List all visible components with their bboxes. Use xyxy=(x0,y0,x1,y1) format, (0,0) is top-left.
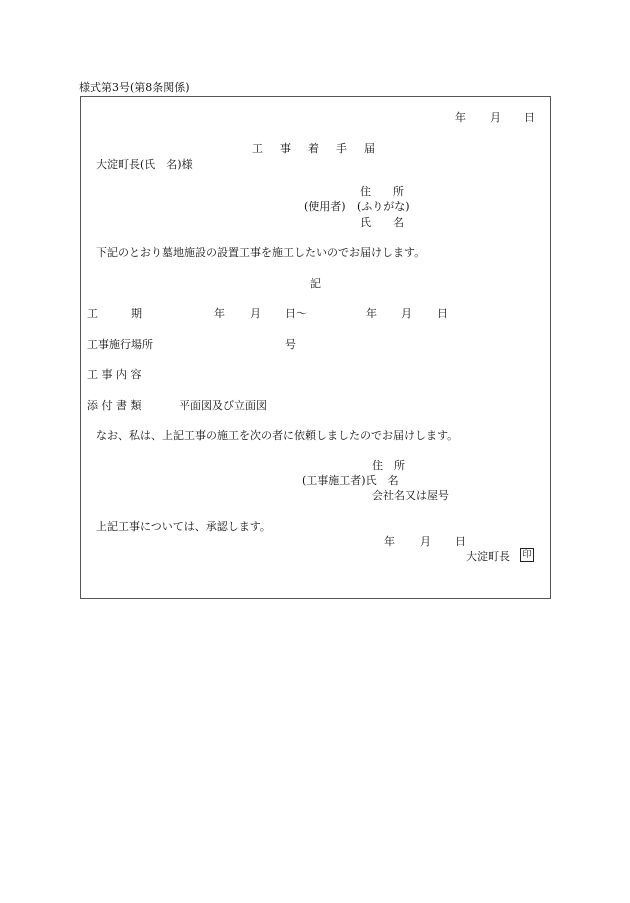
mayor-label: 大淀町長 xyxy=(466,550,510,563)
applicant-furigana-label: (ふりがな) xyxy=(357,200,410,213)
addressee: 大淀町長(氏 名)様 xyxy=(96,158,193,171)
approval-text: 上記工事については、承認します。 xyxy=(96,520,271,533)
period-end-year: 年 xyxy=(366,307,377,320)
approval-day: 日 xyxy=(455,535,466,548)
period-start-day: 日～ xyxy=(285,307,307,320)
intro-text: 下記のとおり墓地施設の設置工事を施工したいのでお届けします。 xyxy=(96,246,426,259)
form-number: 様式第3号(第8条関係) xyxy=(79,81,190,94)
contractor-company-label: 会社名又は屋号 xyxy=(372,489,449,502)
date-year: 年 xyxy=(455,111,466,124)
attachments-value: 平面図及び立面図 xyxy=(179,399,267,412)
location-number-suffix: 号 xyxy=(285,338,296,351)
period-start-year: 年 xyxy=(214,307,225,320)
form-title: 工 事 着 手 届 xyxy=(252,142,378,155)
location-label: 工事施行場所 xyxy=(87,338,153,351)
attachments-label: 添 付 書 類 xyxy=(87,399,142,412)
date-day: 日 xyxy=(524,111,535,124)
period-label: 工 期 xyxy=(87,307,142,320)
approval-year: 年 xyxy=(384,535,395,548)
seal-icon: 印 xyxy=(520,548,534,562)
applicant-role-label: (使用者) xyxy=(304,200,346,213)
period-start-month: 月 xyxy=(250,307,261,320)
applicant-address-label: 住 所 xyxy=(360,185,404,198)
contractor-role-name-label: (工事施工者)氏 名 xyxy=(302,474,399,487)
period-end-day: 日 xyxy=(437,307,448,320)
approval-month: 月 xyxy=(420,535,431,548)
date-month: 月 xyxy=(490,111,501,124)
contractor-address-label: 住 所 xyxy=(372,459,405,472)
applicant-name-label: 氏 名 xyxy=(360,216,404,229)
contractor-notice: なお、私は、上記工事の施工を次の者に依頼しましたのでお届けします。 xyxy=(96,429,459,442)
record-heading: 記 xyxy=(310,277,321,290)
period-end-month: 月 xyxy=(401,307,412,320)
content-label: 工 事 内 容 xyxy=(87,368,142,381)
